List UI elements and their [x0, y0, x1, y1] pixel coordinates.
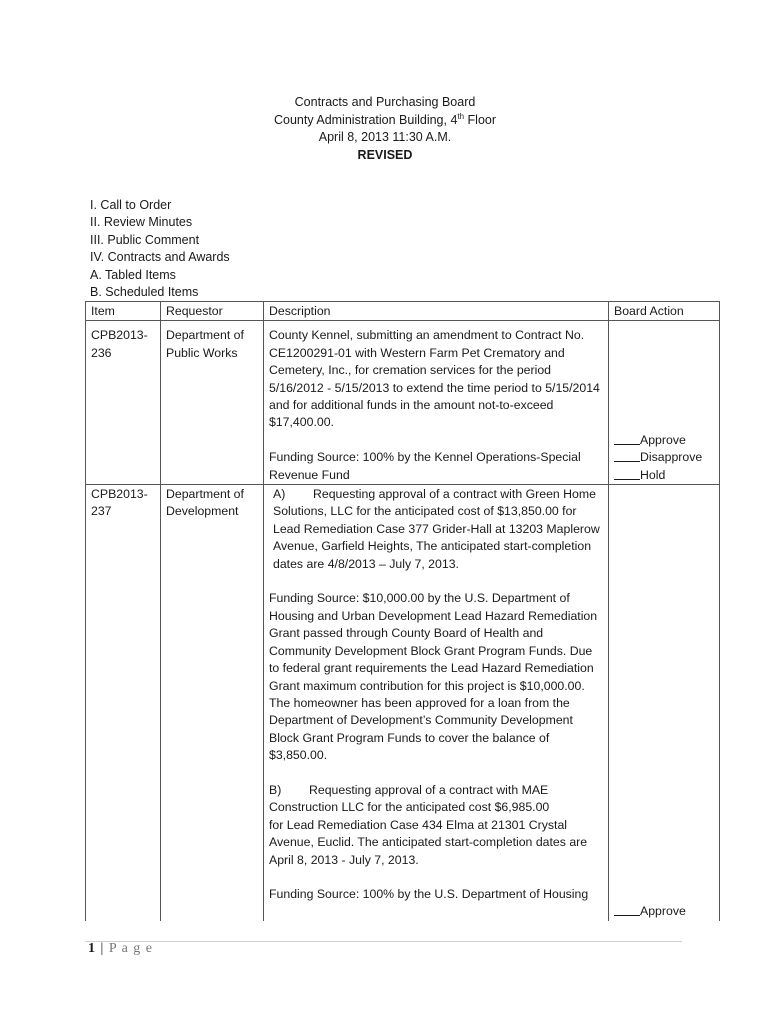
page-separator: |: [100, 941, 105, 956]
revised-label: REVISED: [357, 147, 413, 162]
column-header-item: Item: [86, 302, 161, 321]
checkbox-line: [614, 467, 640, 480]
action-hold[interactable]: Hold: [614, 467, 714, 484]
board-title: Contracts and Purchasing Board: [294, 95, 476, 109]
document-header: [0, 94, 770, 164]
item-number: CPB2013-237: [86, 485, 161, 921]
agenda-list: [90, 197, 230, 301]
footer-divider: [85, 941, 682, 942]
action-approve[interactable]: Approve: [614, 432, 714, 449]
table-header-row: [86, 302, 720, 321]
agenda-item: I. Call to Order: [90, 198, 172, 212]
checkbox-line: [614, 449, 640, 462]
page-footer: [88, 941, 153, 957]
funding-source-b: Funding Source: 100% by the U.S. Department of Housing: [269, 887, 589, 902]
funding-source: Funding Source: 100% by the Kennel Operations-Special Revenue Fund: [269, 450, 581, 482]
funding-source-a: Funding Source: $10,000.00 by the U.S. Department of Housing and Urban Development Lead Hazard Remediation Grant passed through County Board of Health and Community Development Block Grant Program Funds. Due to federal grant requirements the Lead Hazard Remediation Grant maximum contribution for this project is $10,000.00. The homeowner has been approved for a loan from the Department of Development’s Community Development Block Grant Program Funds to cover the balance of $3,850.00.: [269, 591, 598, 763]
meeting-date: April 8, 2013 11:30 A.M.: [318, 130, 452, 144]
agenda-item: III. Public Comment: [90, 232, 200, 247]
table-row: [86, 485, 720, 921]
meeting-location: County Administration Building, 4th Floor: [273, 111, 497, 127]
page-number: 1: [88, 941, 96, 956]
part-b-text: B) Requesting approval of a contract with MAE Construction LLC for the anticipated cost $6,985.00: [269, 782, 550, 815]
agenda-item: A. Tabled Items: [90, 267, 176, 282]
requestor: Department of Public Works: [161, 321, 264, 485]
item-number: CPB2013-236: [86, 321, 161, 485]
action-approve[interactable]: Approve: [614, 903, 714, 920]
part-b-text-cont: for Lead Remediation Case 434 Elma at 21301 Crystal Avenue, Euclid. The anticipated start-completion dates are April 8, 2013 - July 7, 2013.: [269, 817, 588, 867]
agenda-table: [85, 301, 720, 921]
checkbox-line: [614, 432, 640, 445]
column-header-board-action: Board Action: [609, 302, 720, 321]
requestor: Department of Development: [161, 485, 264, 921]
agenda-item: II. Review Minutes: [90, 215, 193, 230]
column-header-description: Description: [264, 302, 609, 321]
column-header-requestor: Requestor: [161, 302, 264, 321]
part-a-text: A) Requesting approval of a contract with Green Home Solutions, LLC for the anticipated cost of $13,850.00 for Lead Remediation Case 377 Grider-Hall at 13203 Maplerow Avenue, Garfield Heights, The anticipated start-completion dates are 4/8/2013 – July 7, 2013.: [273, 487, 600, 571]
description-cell: [264, 485, 609, 921]
board-action-cell: [609, 485, 720, 921]
checkbox-line: [614, 903, 640, 916]
description-cell: [264, 321, 609, 485]
page-label: P a g e: [108, 941, 154, 956]
agenda-item: B. Scheduled Items: [90, 285, 199, 300]
table-row: [86, 321, 720, 485]
agenda-item: IV. Contracts and Awards: [90, 250, 230, 265]
action-disapprove[interactable]: Disapprove: [614, 449, 714, 466]
description-text: County Kennel, submitting an amendment to Contract No. CE1200291-01 with Western Farm Pet Crematory and Cemetery, Inc., for cremation services for the period 5/16/2012 - 5/15/2013 to extend the time period to 5/15/2014 and for additional funds in the amount not-to-exceed $17,400.00.: [269, 328, 600, 430]
board-action-cell: [609, 321, 720, 485]
